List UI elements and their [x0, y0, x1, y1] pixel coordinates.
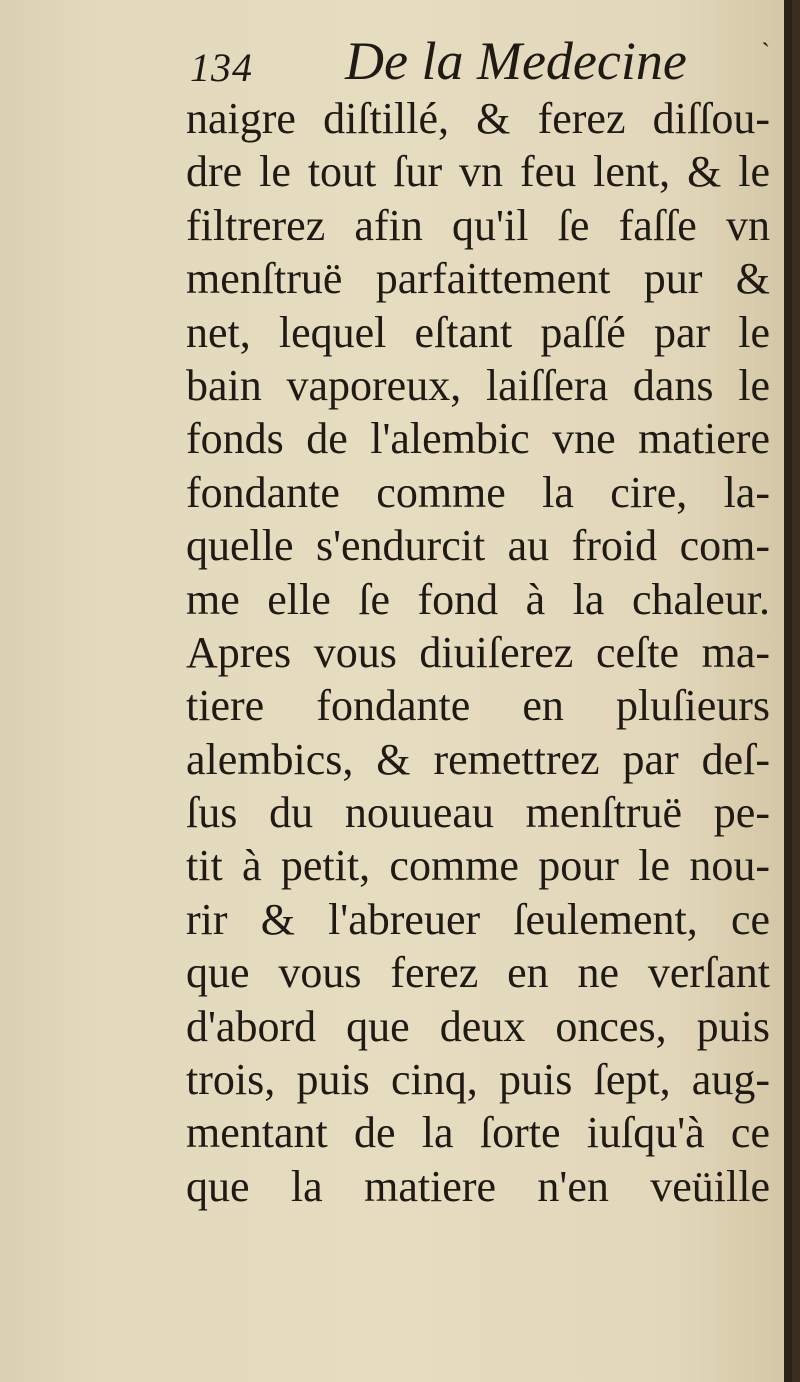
- corner-mark: `: [761, 38, 770, 67]
- text-line: que la matiere n'en veüille: [186, 1161, 770, 1211]
- text-line: dre le tout ſur vn feu lent, & le: [186, 147, 770, 197]
- text-line: me elle ſe fond à la chaleur.: [186, 574, 770, 624]
- running-title: De la Medecine: [345, 31, 687, 91]
- text-line: quelle s'endurcit au froid com-: [186, 521, 770, 571]
- text-line: bain vaporeux, laiſſera dans le: [186, 360, 770, 410]
- text-line: ſus du nouueau menſtruë pe-: [186, 788, 770, 838]
- text-line: mentant de la ſorte iuſqu'à ce: [186, 1108, 770, 1158]
- text-line: menſtruë parfaittement pur &: [186, 254, 770, 304]
- text-line: trois, puis cinq, puis ſept, aug-: [186, 1055, 770, 1105]
- text-line: alembics, & remettrez par deſ-: [186, 734, 770, 784]
- text-line: Apres vous diuiſerez ceſte ma-: [186, 627, 770, 677]
- text-line: naigre diſtillé, & ferez diſſou-: [186, 94, 770, 143]
- text-line: tiere fondante en pluſieurs: [186, 681, 770, 731]
- text-line: rir & l'abreuer ſeulement, ce: [186, 894, 770, 944]
- text-line: tit à petit, comme pour le nou-: [186, 841, 770, 891]
- text-line: net, lequel eſtant paſſé par le: [186, 307, 770, 357]
- text-line: fonds de l'alembic vne matiere: [186, 414, 770, 464]
- page-header: [190, 30, 770, 100]
- text-line: que vous ferez en ne verſant: [186, 948, 770, 998]
- page-edge: [784, 0, 792, 1382]
- text-line: filtrerez afin qu'il ſe faſſe vn: [186, 200, 770, 250]
- text-line: fondante comme la cire, la-: [186, 467, 770, 517]
- body-text: [186, 92, 770, 1213]
- text-line: d'abord que deux onces, puis: [186, 1001, 770, 1051]
- page-number: 134: [190, 45, 253, 90]
